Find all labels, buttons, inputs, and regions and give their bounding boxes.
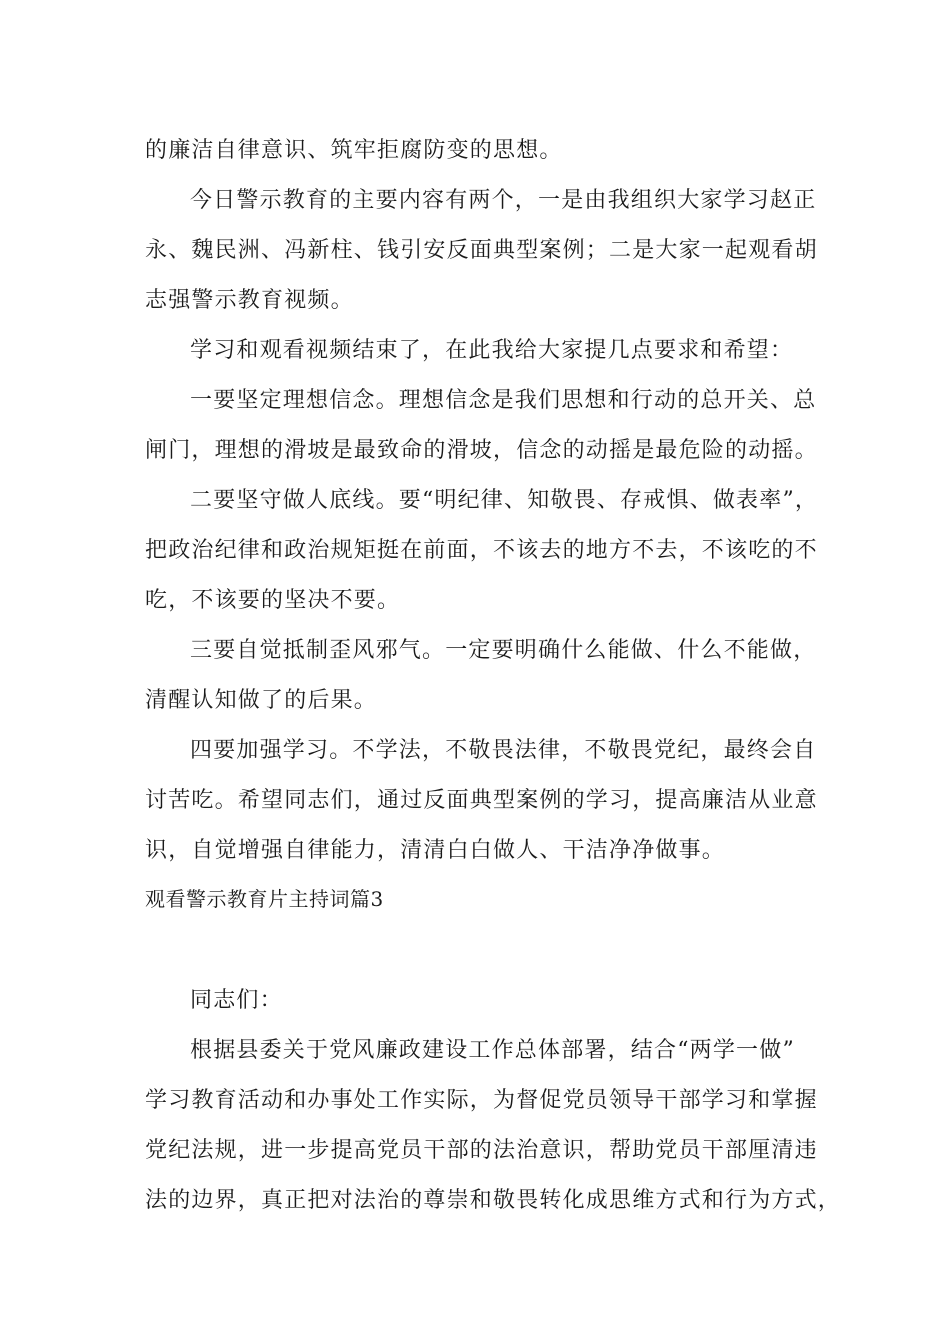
paragraph-line: 四要加强学习。不学法，不敬畏法律，不敬畏党纪，最终会自 <box>190 738 817 763</box>
paragraph-line: 今日警示教育的主要内容有两个，一是由我组织大家学习赵正 <box>190 188 817 213</box>
paragraph-line: 闸门，理想的滑坡是最致命的滑坡，信念的动摇是最危险的动摇。 <box>145 438 818 463</box>
paragraph-line: 识，自觉增强自律能力，清清白白做人、干洁净净做事。 <box>145 838 726 863</box>
paragraph-line: 党纪法规，进一步提高党员干部的法治意识，帮助党员干部厘清违 <box>145 1138 818 1163</box>
paragraph-line: 法的边界，真正把对法治的尊崇和敬畏转化成思维方式和行为方式， <box>145 1188 842 1213</box>
salutation: 同志们： <box>190 988 283 1013</box>
section-heading: 观看警示教育片主持词篇3 <box>145 887 384 911</box>
paragraph-line: 吃，不该要的坚决不要。 <box>145 588 401 613</box>
paragraph-line: 学习和观看视频结束了，在此我给大家提几点要求和希望： <box>190 338 794 363</box>
paragraph-line: 清醒认知做了的后果。 <box>145 688 378 713</box>
paragraph-line: 的廉洁自律意识、筑牢拒腐防变的思想。 <box>145 138 563 163</box>
paragraph-line: 志强警示教育视频。 <box>145 288 354 313</box>
paragraph-line: 学习教育活动和办事处工作实际，为督促党员领导干部学习和掌握 <box>145 1088 818 1113</box>
paragraph-line: 二要坚守做人底线。要“明纪律、知敬畏、存戒惧、做表率”， <box>190 488 819 513</box>
paragraph-line: 永、魏民洲、冯新柱、钱引安反面典型案例；二是大家一起观看胡 <box>145 238 818 263</box>
paragraph-line: 把政治纪律和政治规矩挺在前面，不该去的地方不去，不该吃的不 <box>145 538 818 563</box>
paragraph-line: 讨苦吃。希望同志们，通过反面典型案例的学习，提高廉洁从业意 <box>145 788 818 813</box>
paragraph-line: 根据县委关于党风廉政建设工作总体部署，结合“两学一做” <box>190 1038 795 1063</box>
paragraph-line: 三要自觉抵制歪风邪气。一定要明确什么能做、什么不能做， <box>190 638 817 663</box>
paragraph-line: 一要坚定理想信念。理想信念是我们思想和行动的总开关、总 <box>190 388 817 413</box>
